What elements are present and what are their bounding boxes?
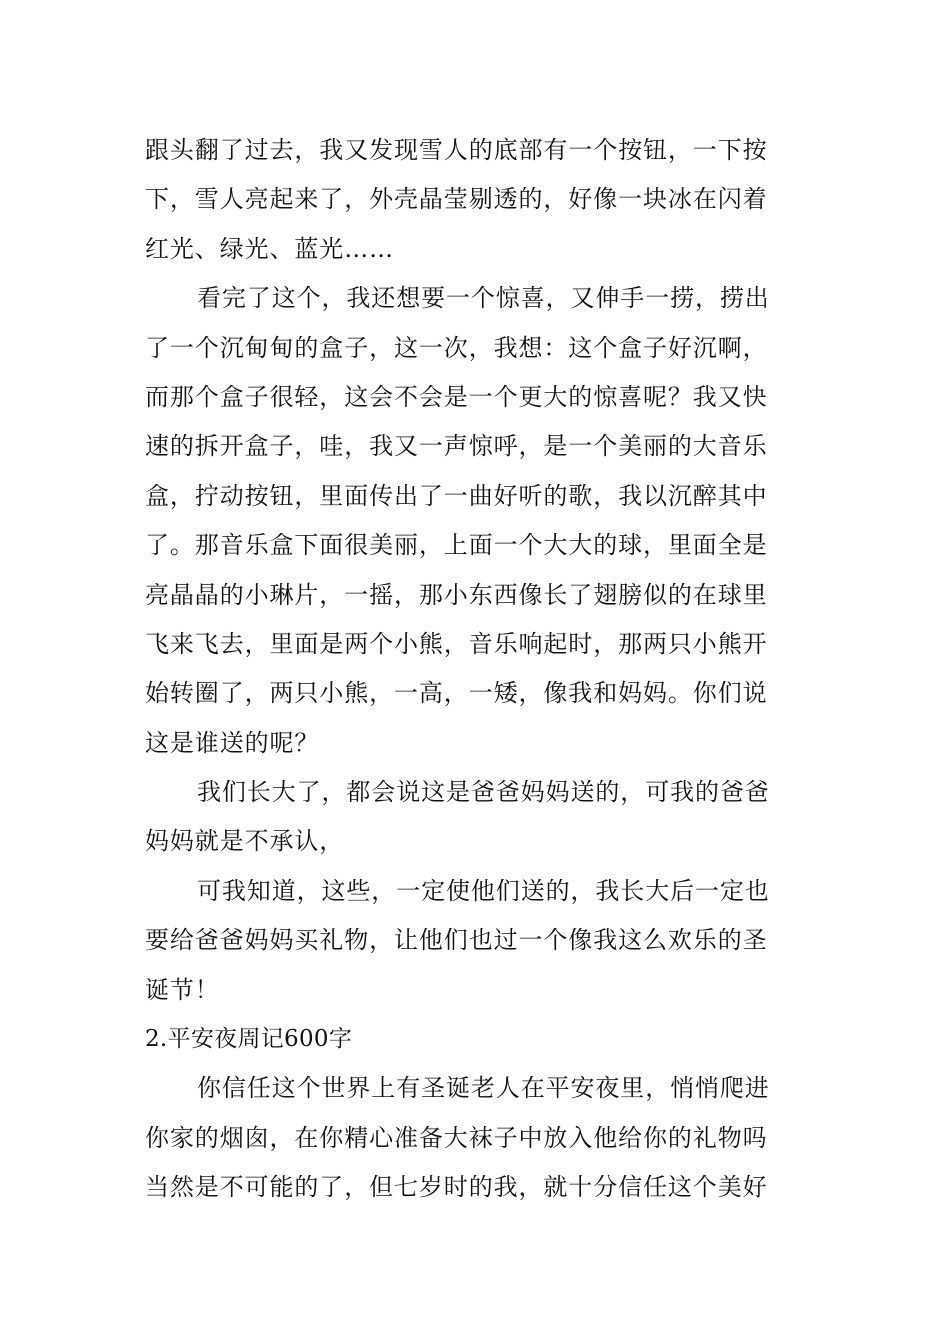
text-line: 当然是不可能的了，但七岁时的我，就十分信任这个美好 — [145, 1173, 768, 1202]
text-line: 了。那音乐盒下面很美丽，上面一个大大的球，里面全是 — [145, 531, 768, 560]
paragraph-first-line: 看完了这个，我还想要一个惊喜，又伸手一捞，捞出 — [197, 284, 770, 313]
document-body — [145, 126, 809, 1213]
section-heading: 2.平安夜周记600字 — [145, 1026, 353, 1053]
text-line: 始转圈了，两只小熊，一高，一矮，像我和妈妈。你们说 — [145, 679, 768, 708]
text-line: 下，雪人亮起来了，外壳晶莹剔透的，好像一块冰在闪着 — [145, 185, 768, 214]
text-line: 妈妈就是不承认， — [145, 827, 345, 856]
text-line: 诞节！ — [145, 975, 220, 1004]
text-line: 飞来飞去，里面是两个小熊，音乐响起时，那两只小熊开 — [145, 629, 768, 658]
text-line: 跟头翻了过去，我又发现雪人的底部有一个按钮，一下按 — [145, 136, 768, 164]
text-line: 盒，拧动按钮，里面传出了一曲好听的歌，我以沉醉其中 — [145, 481, 768, 510]
text-line: 了一个沉甸甸的盒子，这一次，我想：这个盒子好沉啊， — [145, 333, 768, 362]
text-line: 而那个盒子很轻，这会不会是一个更大的惊喜呢？我又快 — [145, 382, 768, 411]
text-line: 速的拆开盒子，哇，我又一声惊呼，是一个美丽的大音乐 — [145, 432, 768, 461]
paragraph-first-line: 我们长大了，都会说这是爸爸妈妈送的，可我的爸爸 — [197, 778, 770, 807]
text-line: 要给爸爸妈妈买礼物，让他们也过一个像我这么欢乐的圣 — [145, 926, 768, 955]
text-line: 这是谁送的呢？ — [145, 728, 320, 757]
text-line: 你家的烟囱，在你精心准备大袜子中放入他给你的礼物吗 — [145, 1123, 768, 1152]
text-line: 红光、绿光、蓝光…… — [145, 234, 394, 263]
paragraph-first-line: 你信任这个世界上有圣诞老人在平安夜里，悄悄爬进 — [197, 1074, 770, 1103]
text-line: 亮晶晶的小琳片，一摇，那小东西像长了翅膀似的在球里 — [145, 580, 768, 609]
paragraph-first-line: 可我知道，这些，一定使他们送的，我长大后一定也 — [197, 876, 770, 905]
